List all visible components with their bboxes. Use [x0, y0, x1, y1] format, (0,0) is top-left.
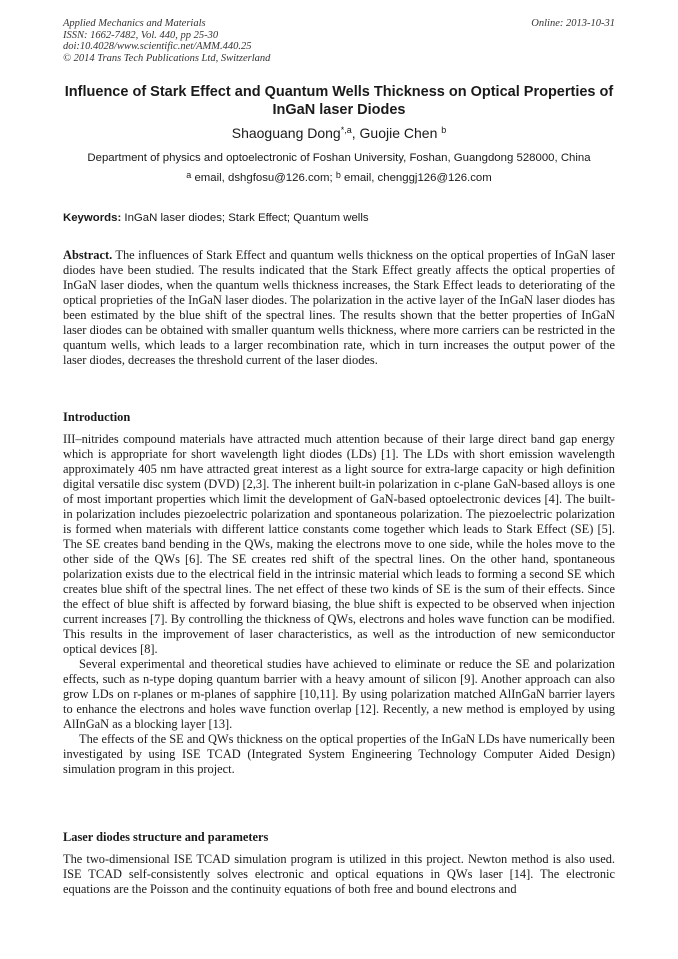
doi-line: doi:10.4028/www.scientific.net/AMM.440.25	[63, 41, 252, 52]
author-2: Guojie Chen	[359, 125, 438, 141]
intro-paragraph-2: Several experimental and theoretical studies have achieved to eliminate or reduce the SE and polarization effects, such as n-type doping quantum barrier with a heavy amount of silicon [9]. Another approach can also grow LDs on r-planes or m-planes of sapphire [10,11]. By using polarization matched AlInGaN barrier layers to enhance the electrons and holes wave function overlap [12]. Recently, a new method is employed by using AlInGaN as a blocking layer [13].	[63, 657, 615, 731]
introduction-heading: Introduction	[63, 410, 131, 424]
author-2-marker: b	[441, 125, 447, 135]
issn-line: ISSN: 1662-7482, Vol. 440, pp 25-30	[63, 29, 219, 41]
email-b: email, chenggj126@126.com	[340, 172, 492, 184]
laser-structure-section	[63, 852, 615, 897]
journal-name: Applied Mechanics and Materials	[63, 18, 206, 29]
laser-paragraph-1: The two-dimensional ISE TCAD simulation program is utilized in this project. Newton method is also used. ISE TCAD self-consistently solves electronic and optical equations in QWs laser [14]. The electronic equations are the Poisson and the continuity equations of both free and bound electrons and	[63, 852, 615, 896]
author-1-marker: *,a	[340, 125, 352, 135]
copyright-line: © 2014 Trans Tech Publications Ltd, Switzerland	[63, 52, 271, 64]
author-separator: ,	[351, 125, 360, 141]
online-date: Online: 2013-10-31	[531, 18, 615, 29]
keywords	[63, 211, 615, 225]
intro-paragraph-3: The effects of the SE and QWs thickness on the optical properties of the InGaN LDs have numerically been investigated by using ISE TCAD (Integrated System Engineering Technology Computer Aided Design) simulation program in this project.	[63, 732, 615, 776]
email-b-marker: b	[335, 170, 341, 180]
abstract	[63, 248, 615, 368]
affiliation: Department of physics and optoelectronic of Foshan University, Foshan, Guangdong 528000, China	[87, 152, 591, 164]
abstract-text: The influences of Stark Effect and quantum wells thickness on the optical properties of InGaN laser diodes have been studied. The results indicated that the Stark Effect greatly affects the optical properties of InGaN laser diodes, when the quantum wells thickness increases, the Stark Effect leads to deteriorating of the optical proprieties of the InGaN laser diodes. The polarization in the active layer of the InGaN laser diodes has been estimated by the blue shift of the spectral lines. The results shown that the better properties of InGaN laser diodes can be obtained with smaller quantum wells thickness, where more carriers can be restricted in the quantum wells, which leads to a larger recombination rate, which in turn increases the output power of the laser diodes, decreases the threshold current of the laser diodes.	[63, 248, 615, 367]
author-1: Shaoguang Dong	[231, 125, 341, 141]
introduction-section	[63, 432, 615, 777]
email-a: email, dshgfosu@126.com;	[191, 172, 336, 184]
keywords-label: Keywords:	[63, 212, 122, 224]
laser-structure-heading: Laser diodes structure and parameters	[63, 830, 269, 844]
paper-title: Influence of Stark Effect and Quantum Wells Thickness on Optical Properties of InGaN laser Diodes	[64, 84, 614, 118]
author-line	[63, 125, 615, 141]
email-a-marker: a	[186, 170, 192, 180]
intro-paragraph-1: III–nitrides compound materials have attracted much attention because of their large direct band gap energy which is appropriate for short wavelength light diodes (LDs) [1]. The LDs with short emission wavelength approximately 405 nm have attracted great interest as a light source for extra-large capacity or high definition digital versatile disc system (DVD) [2,3]. The inherent built-in polarization in c-plane GaN-based alloys is one of most important properties which limit the development of GaN-based optoelectronic devices [4]. The built-in polarization includes piezoelectric polarization and spontaneous polarization. The piezoelectric polarization is formed when materials with different lattice constants come together which leads to Stark Effect (SE) [5]. The SE creates band bending in the QWs, making the electrons move to one side, while the holes move to the other side of the QWs [6]. The SE creates red shift of the spectral lines. On the other hand, spontaneous polarization exists due to the electrical field in the intrinsic material which leads to forming a second SE which creates blue shift of the spectral lines. The net effect of these two kinds of SE is the sum of their effects. Since the effect of blue shift is affected by forward biasing, the blue shift is expected to be observed when injection current increases [7]. By controlling the thickness of QWs, electrons and holes wave function can be modified. This results in the improvement of laser characteristics, as well as the introduction of new semiconductor optical devices [8].	[63, 432, 615, 656]
email-line	[63, 171, 615, 185]
abstract-label: Abstract.	[63, 248, 113, 262]
keywords-text: InGaN laser diodes; Stark Effect; Quantum wells	[121, 212, 369, 224]
journal-header	[63, 18, 615, 64]
